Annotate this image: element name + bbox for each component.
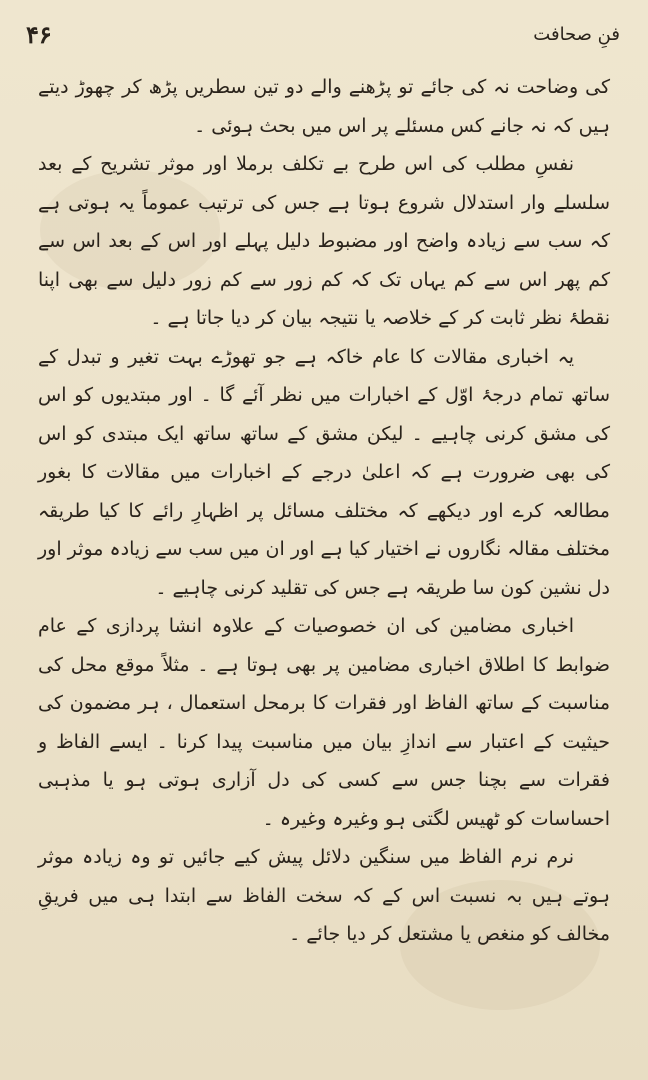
paragraph: کی وضاحت نہ کی جائے تو پڑھنے والے دو تین سطریں پڑھ کر چھوڑ دیتے ہیں کہ نہ جانے کس مسئلے پر اس میں بحث ہوئی ۔ <box>38 76 610 137</box>
body-text <box>38 68 610 1068</box>
page-number: ۴۶ <box>26 20 52 49</box>
paragraph: نفسِ مطلب کی اس طرح بے تکلف برملا اور موثر تشریح کے بعد سلسلے وار استدلال شروع ہوتا ہے جس کی ترتیب عموماً یہ ہوتی ہے کہ سب سے زیادہ واضح اور مضبوط دلیل پہلے اور اس کے بعد اس سے کم پھر اس سے کم یہاں تک کہ کم زور سے کم زور دلیل سے بھی اپنا نقطۂ نظر ثابت کر کے خلاصہ یا نتیجہ بیان کر دیا جاتا ہے ۔ <box>38 153 610 329</box>
paragraph: نرم نرم الفاظ میں سنگین دلائل پیش کیے جائیں تو وہ زیادہ موثر ہوتے ہیں بہ نسبت اس کے کہ سخت الفاظ سے ابتدا ہی میں فریقِ مخالف کو منغص یا مشتعل کر دیا جائے ۔ <box>38 846 610 945</box>
paragraph: اخباری مضامین کی ان خصوصیات کے علاوہ انشا پردازی کے عام ضوابط کا اطلاق اخباری مضامین پر بھی ہوتا ہے ۔ مثلاً موقع محل کی مناسبت کے ساتھ الفاظ اور فقرات کا برمحل استعمال ، ہر مضمون کی حیثیت کے اعتبار سے اندازِ بیان میں مناسبت پیدا کرنا ۔ ایسے الفاظ و فقرات سے بچنا جس سے کسی کی دل آزاری ہوتی ہو یا مذہبی احساسات کو ٹھیس لگتی ہو وغیرہ وغیرہ ۔ <box>38 615 610 830</box>
running-title: فنِ صحافت <box>533 24 620 45</box>
page-header <box>0 18 648 58</box>
paragraph: یہ اخباری مقالات کا عام خاکہ ہے جو تھوڑے بہت تغیر و تبدل کے ساتھ تمام درجۂ اوّل کے اخبارات میں نظر آئے گا ۔ اور مبتدیوں کو اس کی مشق کرنی چاہیے ۔ لیکن مشق کے ساتھ ساتھ ایک مبتدی کو اس کی بھی ضرورت ہے کہ اعلیٰ درجے کے اخبارات میں مقالات کا بغور مطالعہ کرے اور دیکھے کہ مختلف مسائل پر اظہارِ رائے کا کیا طریقہ مختلف مقالہ نگاروں نے اختیار کیا ہے اور ان میں سب سے زیادہ موثر اور دل نشین کون سا طریقہ ہے جس کی تقلید کرنی چاہیے ۔ <box>38 345 610 599</box>
